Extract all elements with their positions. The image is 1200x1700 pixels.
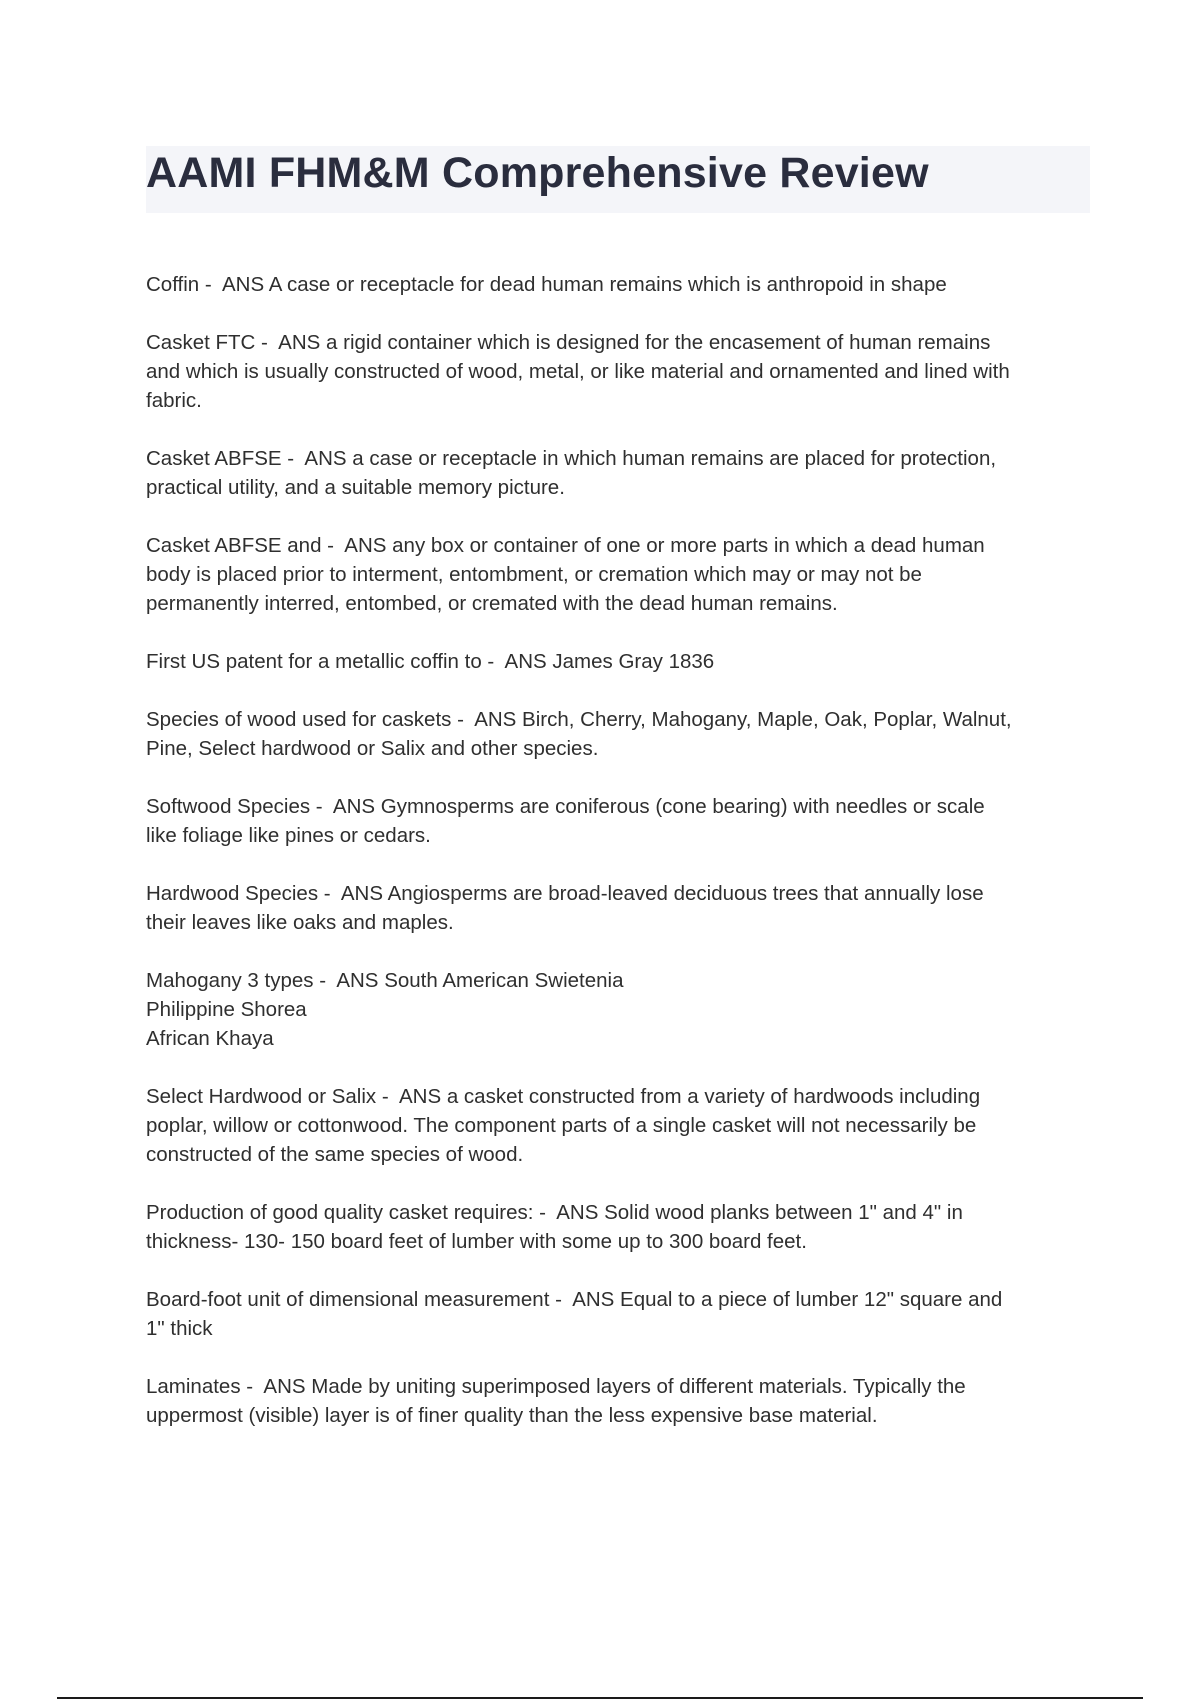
qa-term: Laminates	[146, 1375, 241, 1398]
qa-entry	[146, 647, 1094, 676]
qa-separator: -	[376, 1085, 399, 1108]
qa-answer-text: permanently interred, entombed, or cremated with the dead human remains.	[146, 592, 838, 615]
qa-answer-text: body is placed prior to interment, entombment, or cremation which may or may not be	[146, 563, 922, 586]
qa-separator: -	[310, 795, 333, 818]
qa-answer-text: their leaves like oaks and maples.	[146, 911, 454, 934]
qa-answer-text: South American Swietenia	[384, 969, 624, 992]
qa-answer-text: a rigid container which is designed for the encasement of human remains	[326, 331, 991, 354]
qa-answer-line	[146, 1227, 1094, 1256]
qa-answer-text: a case or receptacle in which human remains are placed for protection,	[352, 447, 997, 470]
qa-entry	[146, 792, 1094, 850]
qa-answer-text: Angiosperms are broad-leaved deciduous trees that annually lose	[387, 882, 984, 905]
qa-entry	[146, 444, 1094, 502]
answer-marker: ANS	[340, 882, 384, 905]
qa-answer-line	[146, 589, 1094, 618]
qa-answer-line	[146, 357, 1094, 386]
answer-marker: ANS	[332, 795, 376, 818]
qa-answer-line	[146, 473, 1094, 502]
qa-answer-text: constructed of the same species of wood.	[146, 1143, 524, 1166]
qa-answer-line	[146, 908, 1094, 937]
qa-answer-text: Solid wood planks between 1" and 4" in	[604, 1201, 963, 1224]
qa-term: Production of good quality casket requires:	[146, 1201, 534, 1224]
qa-term: Species of wood used for caskets	[146, 708, 452, 731]
qa-answer-text: poplar, willow or cottonwood. The component parts of a single casket will not necessarily be	[146, 1114, 977, 1137]
qa-entry	[146, 1285, 1094, 1343]
qa-answer-line	[146, 386, 1094, 415]
qa-separator: -	[199, 273, 222, 296]
page-title: AAMI FHM&M Comprehensive Review	[146, 149, 929, 197]
qa-term: Casket ABFSE	[146, 447, 282, 470]
qa-list	[146, 270, 1094, 1459]
qa-first-line	[146, 1082, 1094, 1111]
qa-entry	[146, 1372, 1094, 1430]
qa-first-line	[146, 647, 1094, 676]
qa-answer-text: Philippine Shorea	[146, 998, 307, 1021]
answer-marker: ANS	[336, 969, 379, 992]
qa-first-line	[146, 270, 1094, 299]
answer-marker: ANS	[344, 534, 387, 557]
qa-answer-text: and which is usually constructed of wood, metal, or like material and ornamented and lined with	[146, 360, 1010, 383]
qa-answer-text: fabric.	[146, 389, 202, 412]
qa-separator: -	[481, 650, 505, 673]
qa-answer-line	[146, 1140, 1094, 1169]
qa-answer-text: 1" thick	[146, 1317, 213, 1340]
qa-term: Mahogany 3 types	[146, 969, 314, 992]
qa-separator: -	[313, 969, 337, 992]
qa-first-line	[146, 792, 1094, 821]
qa-term: Casket FTC	[146, 331, 256, 354]
qa-entry	[146, 705, 1094, 763]
qa-answer-line	[146, 1314, 1094, 1343]
qa-answer-line	[146, 560, 1094, 589]
answer-marker: ANS	[504, 650, 547, 673]
qa-first-line	[146, 328, 1094, 357]
qa-entry	[146, 1198, 1094, 1256]
qa-answer-line	[146, 1401, 1094, 1430]
qa-answer-text: thickness- 130- 150 board feet of lumber with some up to 300 board feet.	[146, 1230, 807, 1253]
qa-first-line	[146, 1372, 1094, 1401]
qa-answer-text: Equal to a piece of lumber 12" square and	[620, 1288, 1003, 1311]
qa-term: Casket ABFSE and	[146, 534, 322, 557]
qa-separator: -	[321, 534, 345, 557]
qa-answer-text: a casket constructed from a variety of hardwoods including	[446, 1085, 981, 1108]
qa-entry	[146, 966, 1094, 1053]
qa-term: Hardwood Species	[146, 882, 319, 905]
qa-entry	[146, 531, 1094, 618]
qa-answer-text: like foliage like pines or cedars.	[146, 824, 431, 847]
qa-entry	[146, 879, 1094, 937]
answer-marker: ANS	[572, 1288, 615, 1311]
answer-marker: ANS	[556, 1201, 599, 1224]
answer-marker: ANS	[221, 273, 265, 296]
answer-marker: ANS	[278, 331, 321, 354]
qa-first-line	[146, 1198, 1094, 1227]
qa-entry	[146, 1082, 1094, 1169]
answer-marker: ANS	[263, 1375, 306, 1398]
qa-term: First US patent for a metallic coffin to	[146, 650, 482, 673]
qa-answer-line	[146, 995, 1094, 1024]
qa-answer-line	[146, 734, 1094, 763]
qa-answer-text: James Gray 1836	[552, 650, 715, 673]
qa-term: Board-foot unit of dimensional measurement	[146, 1288, 550, 1311]
qa-term: Softwood Species	[146, 795, 311, 818]
footer-rule	[57, 1697, 1143, 1699]
qa-answer-text: African Khaya	[146, 1027, 274, 1050]
answer-marker: ANS	[398, 1085, 442, 1108]
qa-separator: -	[255, 331, 279, 354]
qa-answer-line	[146, 1024, 1094, 1053]
qa-answer-text: uppermost (visible) layer is of finer quality than the less expensive base material.	[146, 1404, 878, 1427]
qa-answer-line	[146, 1111, 1094, 1140]
qa-first-line	[146, 705, 1094, 734]
answer-marker: ANS	[474, 708, 517, 731]
qa-answer-line	[146, 821, 1094, 850]
qa-separator: -	[318, 882, 341, 905]
qa-first-line	[146, 879, 1094, 908]
qa-answer-text: Birch, Cherry, Mahogany, Maple, Oak, Poplar, Walnut,	[522, 708, 1012, 731]
answer-marker: ANS	[304, 447, 347, 470]
qa-first-line	[146, 444, 1094, 473]
qa-answer-text: any box or container of one or more parts in which a dead human	[392, 534, 985, 557]
qa-first-line	[146, 966, 1094, 995]
qa-separator: -	[533, 1201, 557, 1224]
qa-separator: -	[451, 708, 475, 731]
qa-separator: -	[281, 447, 305, 470]
qa-separator: -	[549, 1288, 573, 1311]
qa-answer-text: Gymnosperms are coniferous (cone bearing) with needles or scale	[380, 795, 985, 818]
qa-answer-text: practical utility, and a suitable memory picture.	[146, 476, 565, 499]
qa-separator: -	[240, 1375, 264, 1398]
qa-answer-text: Made by uniting superimposed layers of different materials. Typically the	[311, 1375, 966, 1398]
qa-term: Select Hardwood or Salix	[146, 1085, 377, 1108]
qa-entry	[146, 270, 1094, 299]
qa-term: Coffin	[146, 273, 200, 296]
qa-answer-text: A case or receptacle for dead human remains which is anthropoid in shape	[268, 273, 947, 296]
qa-entry	[146, 328, 1094, 415]
qa-answer-text: Pine, Select hardwood or Salix and other species.	[146, 737, 599, 760]
qa-first-line	[146, 531, 1094, 560]
qa-first-line	[146, 1285, 1094, 1314]
